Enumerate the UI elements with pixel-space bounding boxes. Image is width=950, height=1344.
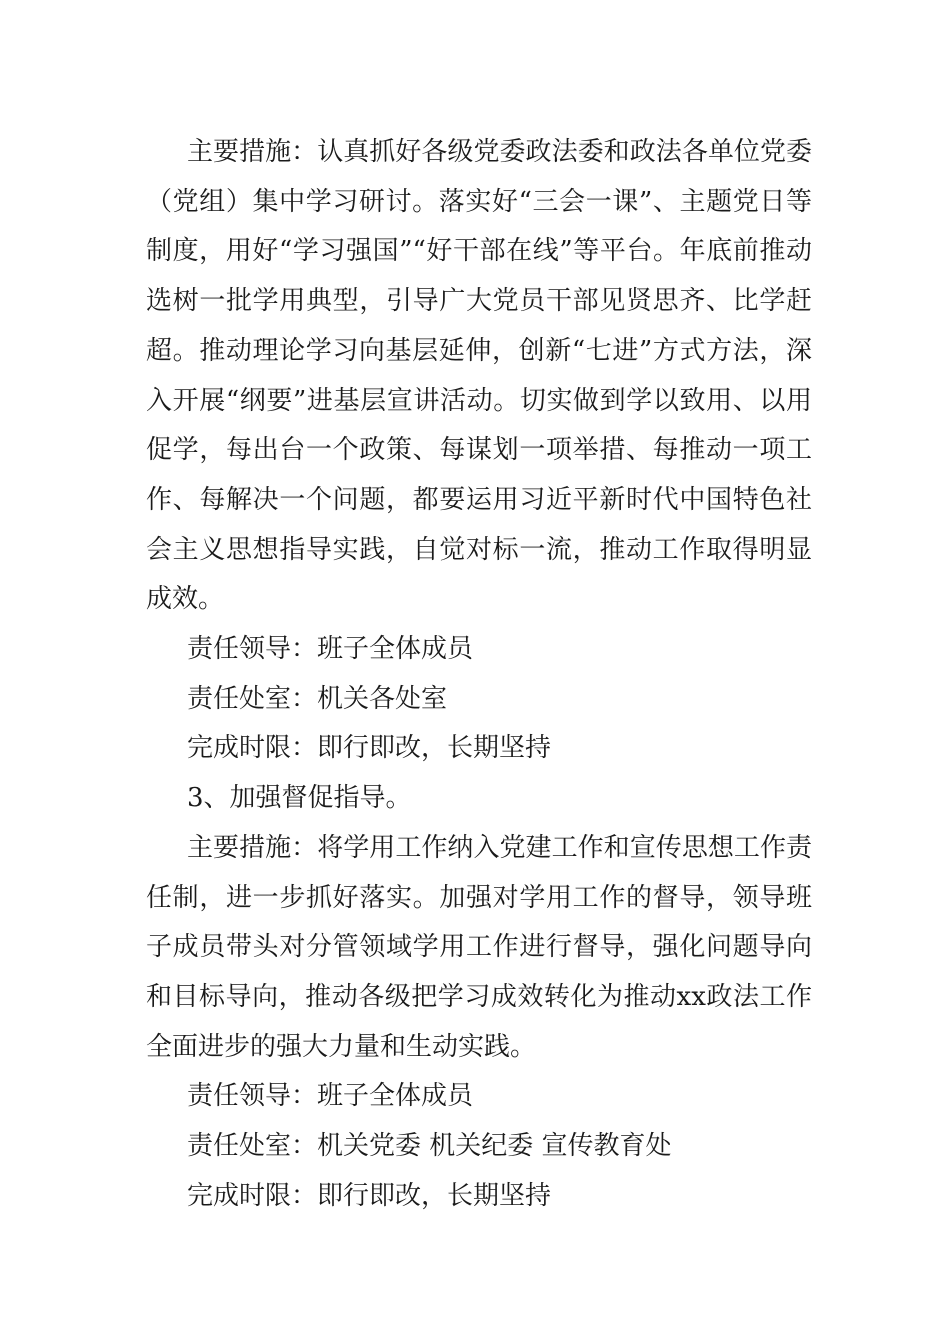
- paragraph-responsible-leader-2: 责任领导：班子全体成员: [187, 1081, 474, 1112]
- paragraph-deadline-2: 完成时限：即行即改，长期坚持: [187, 1180, 552, 1211]
- paragraph-main-measures-2: 主要措施：将学用工作纳入党建工作和宣传思想工作责任制，进一步抓好落实。加强对学用工作的督导，领导班子成员带头对分管领域学用工作进行督导，强化问题导向和目标导向，推动各级把学习成效转化为推动xx政法工作全面进步的强大力量和生动实践。: [146, 832, 812, 1062]
- paragraph-responsible-leader-1: 责任领导：班子全体成员: [187, 634, 474, 665]
- section-heading-3: 3、加强督促指导。: [187, 783, 412, 814]
- paragraph-responsible-office-2: 责任处室：机关党委 机关纪委 宣传教育处: [187, 1131, 672, 1162]
- paragraph-main-measures-1: 主要措施：认真抓好各级党委政法委和政法各单位党委（党组）集中学习研讨。落实好“三会一课”、主题党日等制度，用好“学习强国”“好干部在线”等平台。年底前推动选树一批学用典型，引导广大党员干部见贤思齐、比学赶超。推动理论学习向基层延伸，创新“七进”方式方法，深入开展“纲要”进基层宣讲活动。切实做到学以致用、以用促学，每出台一个政策、每谋划一项举措、每推动一项工作、每解决一个问题，都要运用习近平新时代中国特色社会主义思想指导实践，自觉对标一流，推动工作取得明显成效。: [146, 137, 812, 615]
- paragraph-deadline-1: 完成时限：即行即改，长期坚持: [187, 733, 552, 764]
- paragraph-responsible-office-1: 责任处室：机关各处室: [187, 683, 448, 714]
- document-body: [146, 128, 812, 1221]
